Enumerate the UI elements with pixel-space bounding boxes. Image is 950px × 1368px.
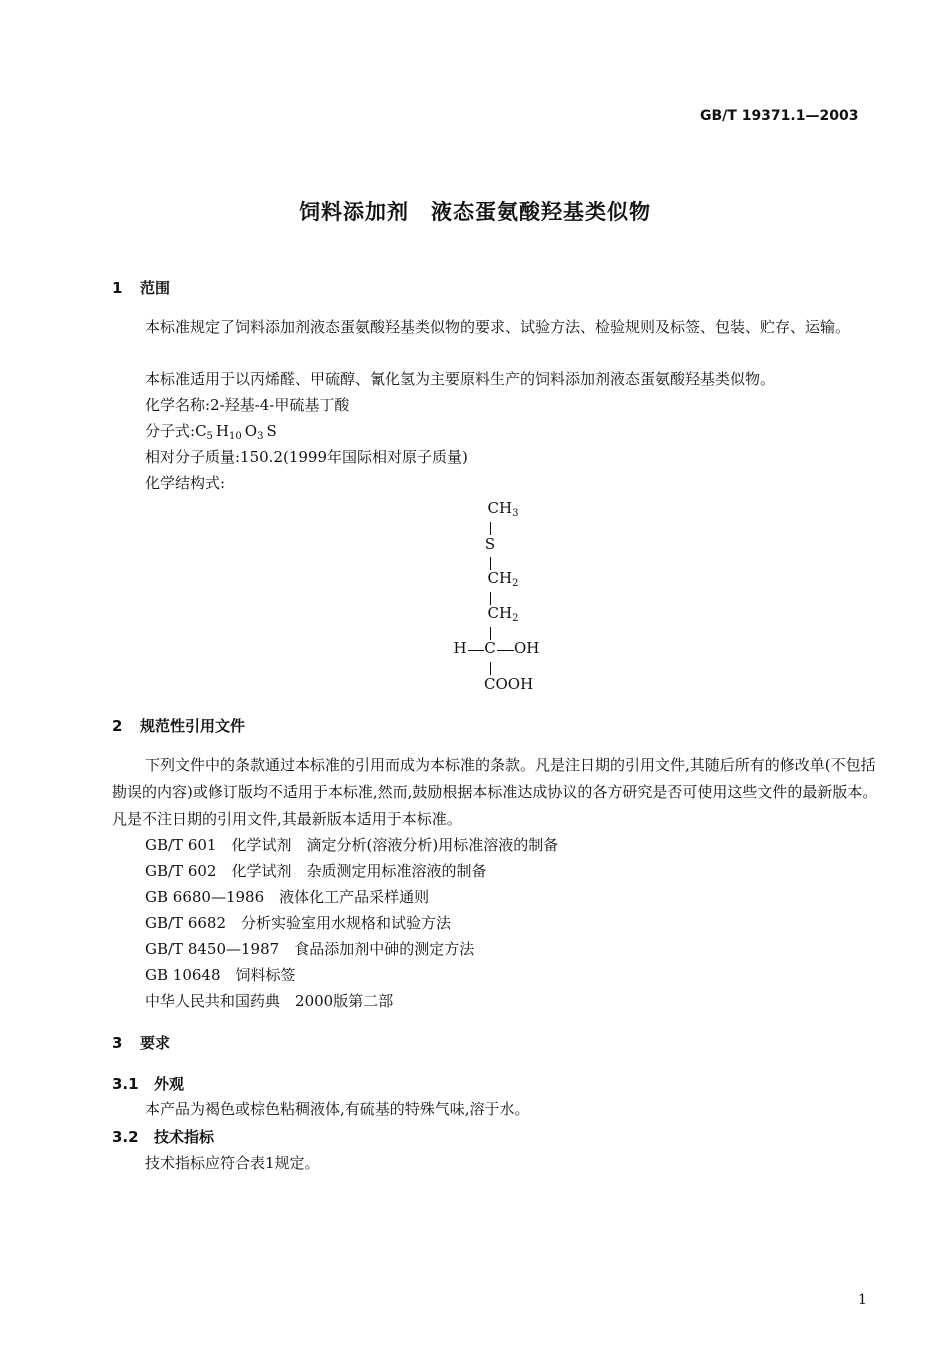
structure-s: S [484,535,496,553]
chemical-name: 化学名称:2-羟基-4-甲硫基丁酸 [145,396,350,414]
reference-item: GB/T 601 化学试剂 滴定分析(溶液分析)用标准溶液的制备 [145,836,559,854]
structure-ch2-a: $CH_2$ [487,569,519,589]
page-number: 1 [858,1292,867,1308]
structure-ch2-b: $CH_2$ [487,604,519,624]
reference-item: GB/T 602 化学试剂 杂质测定用标准溶液的制备 [145,862,487,880]
reference-item: GB/T 8450—1987 食品添加剂中砷的测定方法 [145,940,475,958]
formula-o-count: 3 [257,431,264,442]
section-2-paragraph: 下列文件中的条款通过本标准的引用而成为本标准的条款。凡是注日期的引用文件,其随后所有的修改单(不包括勘误的内容)或修订版均不适用于本标准,然而,鼓励根据本标准达成协议的各方研究是否可使用这些文件的最新版本。凡是不注日期的引用文件,其最新版本适用于本标准。 [112,756,878,828]
subsection-number: 3.2 [112,1128,139,1146]
subsection-number: 3.1 [112,1075,139,1093]
standard-number: GB/T 19371.1—2003 [700,108,859,124]
subsection-title: 技术指标 [154,1128,215,1146]
section-title: 范围 [140,279,171,297]
section-3-heading [112,1032,170,1053]
structure-oh: OH [514,639,540,657]
page-title: 饲料添加剂 液态蛋氨酸羟基类似物 [299,200,651,224]
section-title: 要求 [140,1034,171,1052]
formula-s: S [266,422,277,440]
structure-h: H [453,639,467,657]
formula-c: C [195,422,207,440]
reference-item: GB 10648 饲料标签 [145,966,296,984]
section-number: 2 [112,717,123,735]
section-2-heading [112,715,245,736]
section-1-paragraph-2: 本标准适用于以丙烯醛、甲硫醇、氰化氢为主要原料生产的饲料添加剂液态蛋氨酸羟基类似物。 [145,370,776,388]
reference-item: 中华人民共和国药典 2000版第二部 [145,992,394,1010]
subsection-3-1-text: 本产品为褐色或棕色粘稠液体,有硫基的特殊气味,溶于水。 [145,1100,530,1118]
section-1-paragraph-1: 本标准规定了饲料添加剂液态蛋氨酸羟基类似物的要求、试验方法、检验规则及标签、包装、贮存、运输。 [145,318,851,336]
formula-h-count: 10 [229,431,242,442]
bond-line [497,650,514,651]
bond-line [490,522,491,535]
formula-o: O [244,422,258,440]
subsection-3-2-text: 技术指标应符合表1规定。 [145,1154,320,1172]
subsection-3-2-heading [112,1126,214,1147]
section-number: 3 [112,1034,123,1052]
section-number: 1 [112,279,123,297]
reference-item: GB/T 6682 分析实验室用水规格和试验方法 [145,914,452,932]
subsection-3-1-heading [112,1073,184,1094]
subsection-title: 外观 [154,1075,185,1093]
bond-line [490,662,491,675]
structure-label: 化学结构式: [145,474,226,492]
structure-c: C [484,639,496,657]
section-1-heading [112,277,170,298]
formula-label: 分子式: [145,422,196,440]
section-title: 规范性引用文件 [140,717,246,735]
relative-molecular-mass: 相对分子质量:150.2(1999年国际相对原子质量) [145,448,468,466]
structure-cooh: COOH [484,675,534,693]
reference-item: GB 6680—1986 液体化工产品采样通则 [145,888,430,906]
bond-line [468,650,484,651]
structure-ch3: $CH_3$ [487,499,519,519]
formula-c-count: 5 [206,431,213,442]
formula-h: H [215,422,230,440]
